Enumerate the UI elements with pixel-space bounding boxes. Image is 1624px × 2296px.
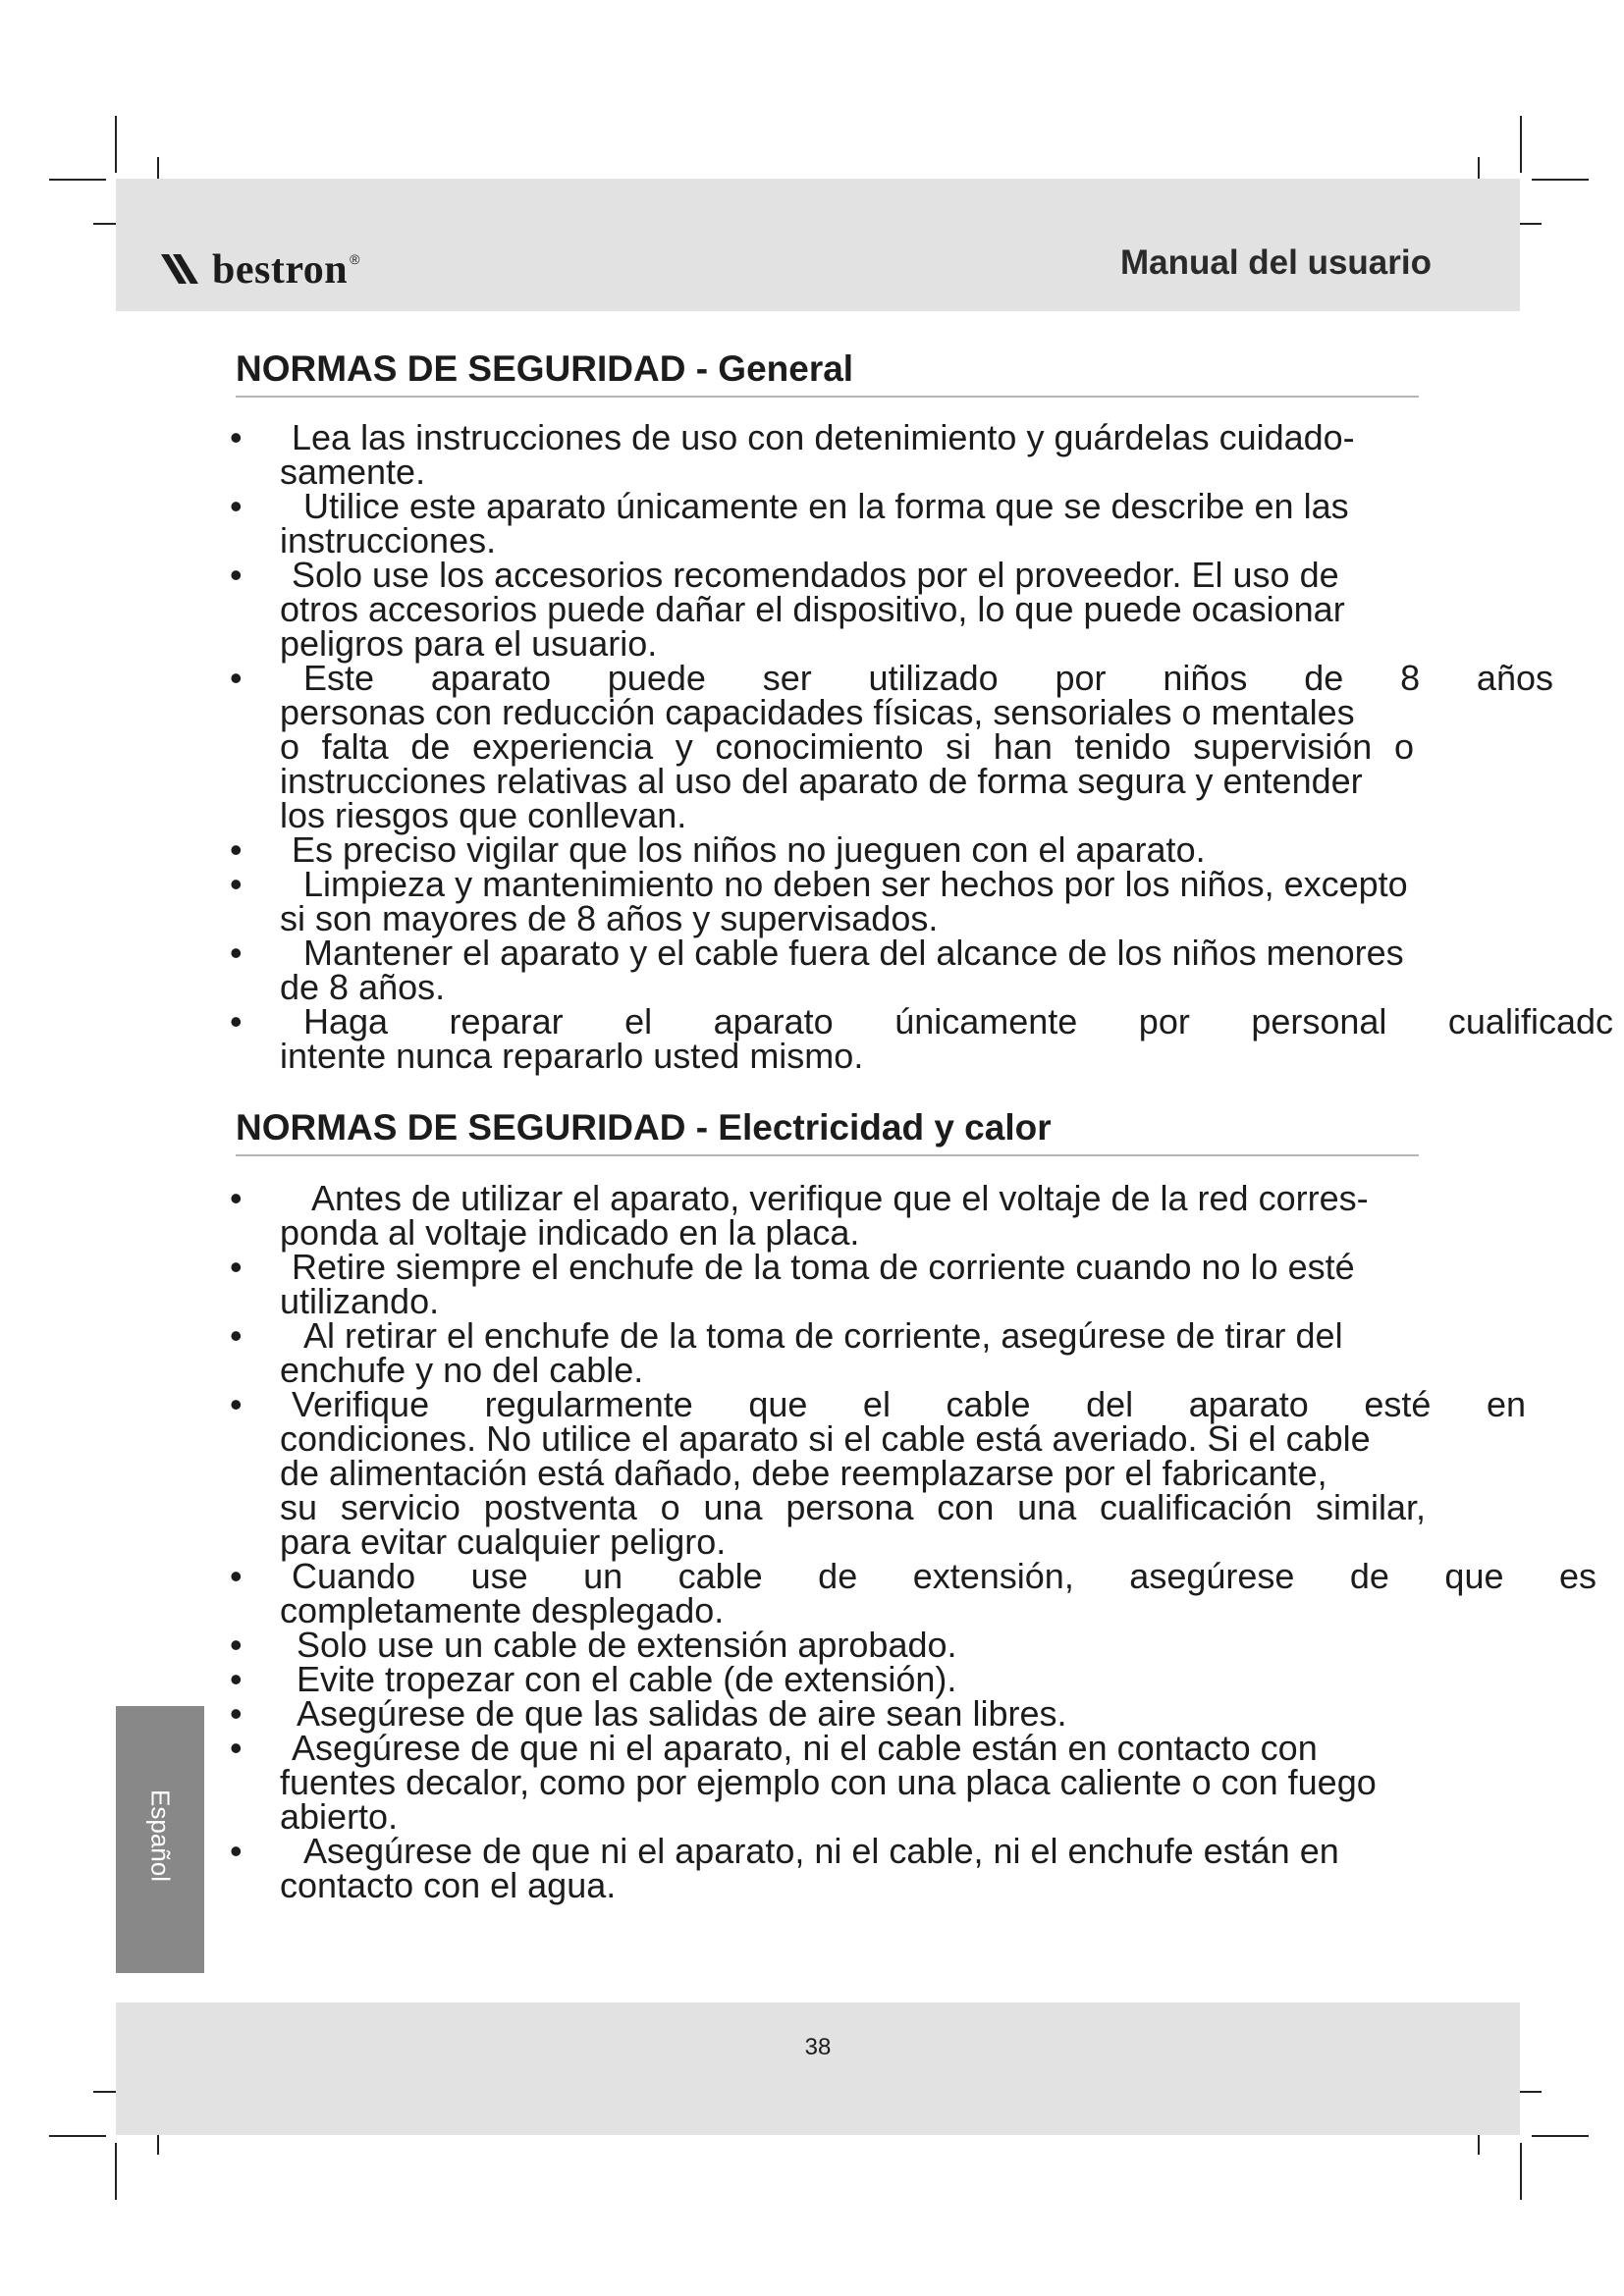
safety-list-general	[226, 417, 1624, 1076]
brand-logo	[159, 249, 359, 291]
bullet-icon: •	[230, 1001, 243, 1041]
page-number: 38	[804, 2034, 832, 2060]
bullet-icon: •	[230, 658, 243, 698]
crop-mark	[49, 2135, 106, 2137]
header-band	[116, 179, 1520, 311]
list-item: • Al retirar el enchufe de la toma de corriente, asegúrese de tirar del enchufe y no del cable.	[230, 1315, 1343, 1390]
bullet-icon: •	[230, 1625, 243, 1665]
chevrons-icon	[159, 250, 208, 290]
list-item: • Es preciso vigilar que los niños no jueguen con el aparato.	[230, 829, 1206, 870]
crop-mark	[1520, 2143, 1522, 2200]
list-item: • Asegúrese de que las salidas de aire sean libres.	[230, 1693, 1067, 1734]
bullet-icon: •	[230, 1178, 243, 1218]
section-title-electricity: NORMAS DE SEGURIDAD - Electricidad y calor	[236, 1107, 1052, 1148]
list-item: • Antes de utilizar el aparato, verifique que el voltaje de la red corres- ponda al voltaje indicado en la placa.	[230, 1178, 1369, 1253]
section-title-general: NORMAS DE SEGURIDAD - General	[236, 348, 854, 389]
bullet-icon: •	[230, 555, 243, 595]
crop-mark	[115, 116, 117, 173]
list-item: • Mantener el aparato y el cable fuera del alcance de los niños menores de 8 años.	[230, 933, 1404, 1007]
list-item: • Cuando use un cable de extensión, asegúrese de que es completamente desplegado.	[230, 1556, 1597, 1630]
bullet-icon: •	[230, 864, 243, 904]
crop-mark	[1520, 116, 1522, 173]
bullet-icon: •	[230, 1315, 243, 1356]
list-item: • Solo use los accesorios recomendados por el proveedor. El uso de otros accesorios puede dañar el dispositivo, lo que puede ocasionar peligros para el usuario.	[230, 555, 1345, 664]
bullet-icon: •	[230, 1659, 243, 1699]
bullet-icon: •	[230, 417, 243, 457]
list-item: • Limpieza y mantenimiento no deben ser hechos por los niños, excepto si son mayores de 8 años y supervisados.	[230, 864, 1408, 938]
bullet-icon: •	[230, 486, 243, 526]
list-item: • Utilice este aparato únicamente en la forma que se describe en las instrucciones.	[230, 486, 1349, 561]
bullet-icon: •	[230, 933, 243, 973]
list-item: • Retire siempre el enchufe de la toma de corriente cuando no lo esté utilizando.	[230, 1247, 1355, 1321]
list-item: • Solo use un cable de extensión aprobado.	[230, 1625, 957, 1665]
crop-mark	[1532, 2135, 1589, 2137]
bullet-icon: •	[230, 1693, 243, 1734]
list-item: • Lea las instrucciones de uso con detenimiento y guárdelas cuidado- samente.	[230, 417, 1355, 492]
section-rule	[236, 1154, 1419, 1156]
language-label: Español	[145, 1789, 176, 1882]
bullet-icon: •	[230, 1556, 243, 1596]
list-item: • Asegúrese de que ni el aparato, ni el cable, ni el enchufe están en contacto con el agua.	[230, 1831, 1339, 1905]
page-header-title: Manual del usuario	[1120, 243, 1432, 282]
list-item: • Evite tropezar con el cable (de extensión).	[230, 1659, 957, 1699]
section-rule	[236, 396, 1419, 398]
list-item: • Asegúrese de que ni el aparato, ni el cable están en contacto con fuentes decalor, como por ejemplo con una placa caliente o con fuego abierto.	[230, 1728, 1377, 1837]
crop-mark	[1532, 179, 1589, 181]
bullet-icon: •	[230, 829, 243, 870]
bullet-icon: •	[230, 1728, 243, 1768]
list-item: • Este aparato puede ser utilizado por niños de 8 años personas con reducción capacidades físicas, sensoriales o mentales o falta de experiencia y conocimiento si han tenido supervisión o instrucciones relativas al uso del aparato de forma segura y entender los riesgos que conllevan.	[230, 658, 1553, 835]
crop-mark	[49, 179, 106, 181]
bullet-icon: •	[230, 1831, 243, 1871]
footer-band	[116, 2002, 1520, 2135]
registered-icon: ®	[350, 251, 360, 267]
safety-list-electricity	[226, 1178, 1624, 1905]
brand-name: bestron	[212, 247, 349, 293]
crop-mark	[115, 2143, 117, 2200]
bullet-icon: •	[230, 1384, 243, 1424]
list-item: • Haga reparar el aparato únicamente por personal cualificadc intente nunca repararlo usted mismo.	[230, 1001, 1613, 1076]
list-item: • Verifique regularmente que el cable del aparato esté en condiciones. No utilice el aparato si el cable está averiado. Si el cable de alimentación está dañado, debe reemplazarse por el fabricante, su servicio postventa o una persona con una cualificación similar, para evitar cualquier peligro.	[230, 1384, 1526, 1562]
bullet-icon: •	[230, 1247, 243, 1287]
